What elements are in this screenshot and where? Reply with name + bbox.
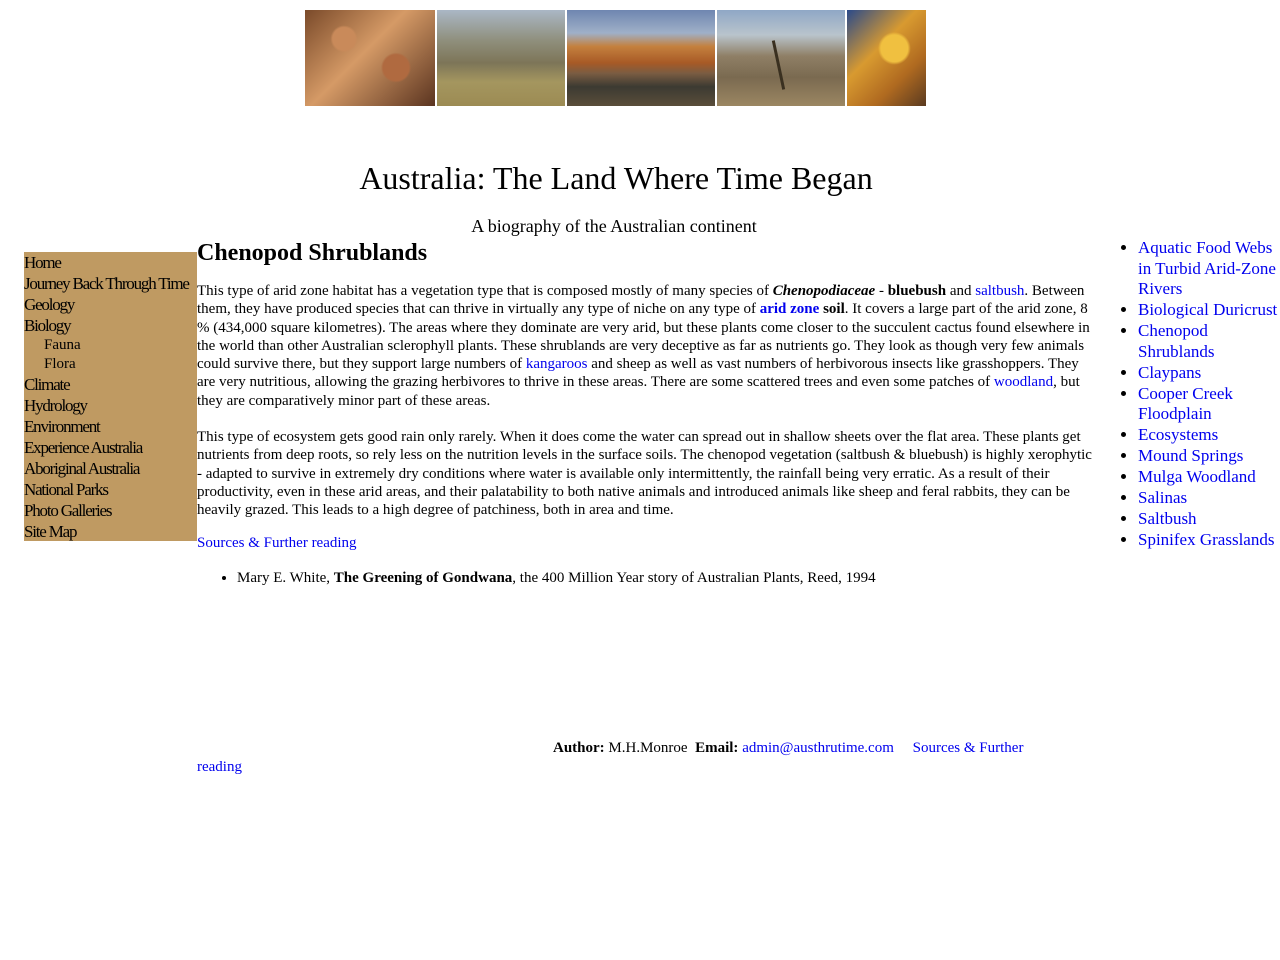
banner-photo-rock-domes — [305, 10, 435, 106]
nav-item-experience — [24, 437, 197, 458]
nav-item-climate — [24, 374, 197, 395]
page-footer — [197, 739, 1067, 776]
bluebush-term: bluebush — [887, 283, 947, 299]
nav-item-fauna — [24, 336, 197, 355]
related-item — [1138, 238, 1280, 300]
nav-item-aboriginal — [24, 458, 197, 479]
banner-photo-gorge-reflection — [567, 10, 715, 106]
nav-item-photo-galleries — [24, 500, 197, 521]
text: and — [946, 283, 976, 299]
author-name: M.H.Monroe — [608, 740, 688, 756]
related-item — [1138, 467, 1280, 488]
related-item — [1138, 509, 1280, 530]
kangaroos-link[interactable]: kangaroos — [525, 356, 588, 373]
text: and sheep as well as vast numbers of herbivorous insects like grasshoppers. They are very nutritious, allowing the grazing herbivores to thrive in these areas. There are some scattered trees and even some patches of — [197, 356, 1079, 391]
related-link-aquatic-food-webs[interactable]: Aquatic Food Webs in Turbid Arid-Zone Rivers — [1138, 238, 1276, 298]
woodland-link[interactable]: woodland — [993, 374, 1054, 391]
text: - — [875, 283, 888, 299]
nav-link-hydrology[interactable]: Hydrology — [24, 396, 87, 415]
ref-book-title: The Greening of Gondwana — [333, 570, 513, 586]
nav-link-journey[interactable]: Journey Back Through Time — [24, 274, 189, 293]
related-item — [1138, 321, 1280, 362]
text: . Between them, they have produced species that can thrive in virtually any type of niche on any type of — [197, 283, 1085, 318]
family-name: Chenopodiaceae — [772, 283, 876, 299]
related-link-saltbush[interactable]: Saltbush — [1138, 509, 1197, 528]
footer-sources-link[interactable]: Sources & Further reading — [197, 740, 1024, 775]
saltbush-link[interactable]: saltbush — [975, 283, 1025, 299]
reference-list — [197, 570, 876, 587]
nav-item-home — [24, 252, 197, 273]
nav-link-climate[interactable]: Climate — [24, 375, 70, 394]
nav-item-environment — [24, 416, 197, 437]
ref-author: Mary E. White, — [237, 570, 334, 586]
related-link-biological-duricrust[interactable]: Biological Duricrust — [1138, 300, 1278, 319]
nav-link-flora[interactable]: Flora — [44, 356, 76, 372]
text: . It covers a large part of the arid zone, 8 % (434,000 square kilometres). The areas where they dominate are very arid, but these plants come closer to the succulent cactus found elsewhere in the world than other Australian sclerophyll plants. These shrublands are very deceptive as far as nutrients go. They look as though very few animals could survive there, but they support large numbers of — [197, 301, 1090, 373]
related-link-mulga-woodland[interactable]: Mulga Woodland — [1138, 467, 1256, 486]
related-item — [1138, 300, 1280, 321]
related-link-claypans[interactable]: Claypans — [1138, 362, 1202, 382]
related-link-ecosystems[interactable]: Ecosystems — [1138, 425, 1219, 444]
related-link-chenopod-shrublands[interactable]: Chenopod Shrublands — [1138, 321, 1215, 361]
nav-link-home[interactable]: Home — [24, 253, 61, 272]
nav-link-aboriginal[interactable]: Aboriginal Australia — [24, 459, 140, 478]
nav-item-hydrology — [24, 395, 197, 416]
left-navigation — [24, 252, 197, 541]
main-content — [197, 238, 1097, 586]
related-item — [1138, 446, 1280, 467]
nav-link-geology[interactable]: Geology — [24, 295, 75, 314]
author-label: Author: — [553, 740, 605, 756]
nav-item-national-parks — [24, 479, 197, 500]
banner-photo-mountain-plain — [437, 10, 565, 106]
text: , but they are comparatively minor part of these areas. — [197, 374, 1080, 409]
related-link-spinifex-grasslands[interactable]: Spinifex Grasslands — [1138, 530, 1275, 549]
related-item — [1138, 384, 1280, 425]
nav-link-environment[interactable]: Environment — [24, 417, 100, 436]
nav-item-biology — [24, 315, 197, 336]
nav-item-flora — [24, 355, 197, 374]
header-banner — [305, 10, 926, 106]
ref-details: , the 400 Million Year story of Australian Plants, Reed, 1994 — [512, 570, 876, 586]
related-topics-list — [1123, 238, 1280, 551]
site-subtitle: A biography of the Australian continent — [471, 216, 757, 236]
reference-item — [237, 570, 876, 587]
related-item — [1138, 425, 1280, 446]
banner-photo-ochre-cliff — [847, 10, 926, 106]
arid-zone-link[interactable]: arid zone — [759, 301, 820, 318]
site-title: Australia: The Land Where Time Began — [359, 160, 873, 196]
related-item — [1138, 488, 1280, 509]
email-link[interactable]: admin@austhrutime.com — [742, 740, 894, 756]
nav-item-journey — [24, 273, 197, 294]
sources-link[interactable]: Sources & Further reading — [197, 535, 357, 551]
nav-item-geology — [24, 294, 197, 315]
related-link-mound-springs[interactable]: Mound Springs — [1138, 446, 1244, 465]
nav-link-national-parks[interactable]: National Parks — [24, 480, 108, 499]
related-item — [1138, 530, 1280, 551]
related-link-salinas[interactable]: Salinas — [1138, 488, 1188, 507]
body-paragraph-1 — [197, 282, 1095, 410]
nav-link-experience[interactable]: Experience Australia — [24, 438, 143, 457]
nav-link-photo-galleries[interactable]: Photo Galleries — [24, 501, 112, 520]
nav-link-biology[interactable]: Biology — [24, 316, 71, 335]
banner-photo-valley-tree — [717, 10, 845, 106]
email-label: Email: — [695, 740, 739, 756]
soil-term: soil — [823, 301, 845, 318]
text: This type of arid zone habitat has a vegetation type that is composed mostly of many species of — [197, 283, 773, 299]
related-link-cooper-creek[interactable]: Cooper Creek Floodplain — [1138, 383, 1233, 423]
body-paragraph-2: This type of ecosystem gets good rain only rarely. When it does come the water can spread out in shallow sheets over the flat area. These plants get nutrients from deep roots, so rely less on the nutrition levels in the surface soils. The chenopod vegetation (saltbush & bluebush) is highly xerophytic - adapted to survive in extremely dry conditions where water is available only intermittently, the rainfall being very erratic. As a result of their productivity, even in these arid areas, and their palatability to both native animals and introduced animals like sheep and feral rabbits, they can be heavily grazed. This leads to a high degree of patchiness, both in area and time. — [197, 429, 1092, 519]
nav-link-site-map[interactable]: Site Map — [24, 522, 77, 541]
page-title: Chenopod Shrublands — [197, 240, 428, 266]
related-item — [1138, 363, 1280, 384]
nav-link-fauna[interactable]: Fauna — [44, 337, 81, 353]
nav-item-site-map — [24, 521, 197, 542]
